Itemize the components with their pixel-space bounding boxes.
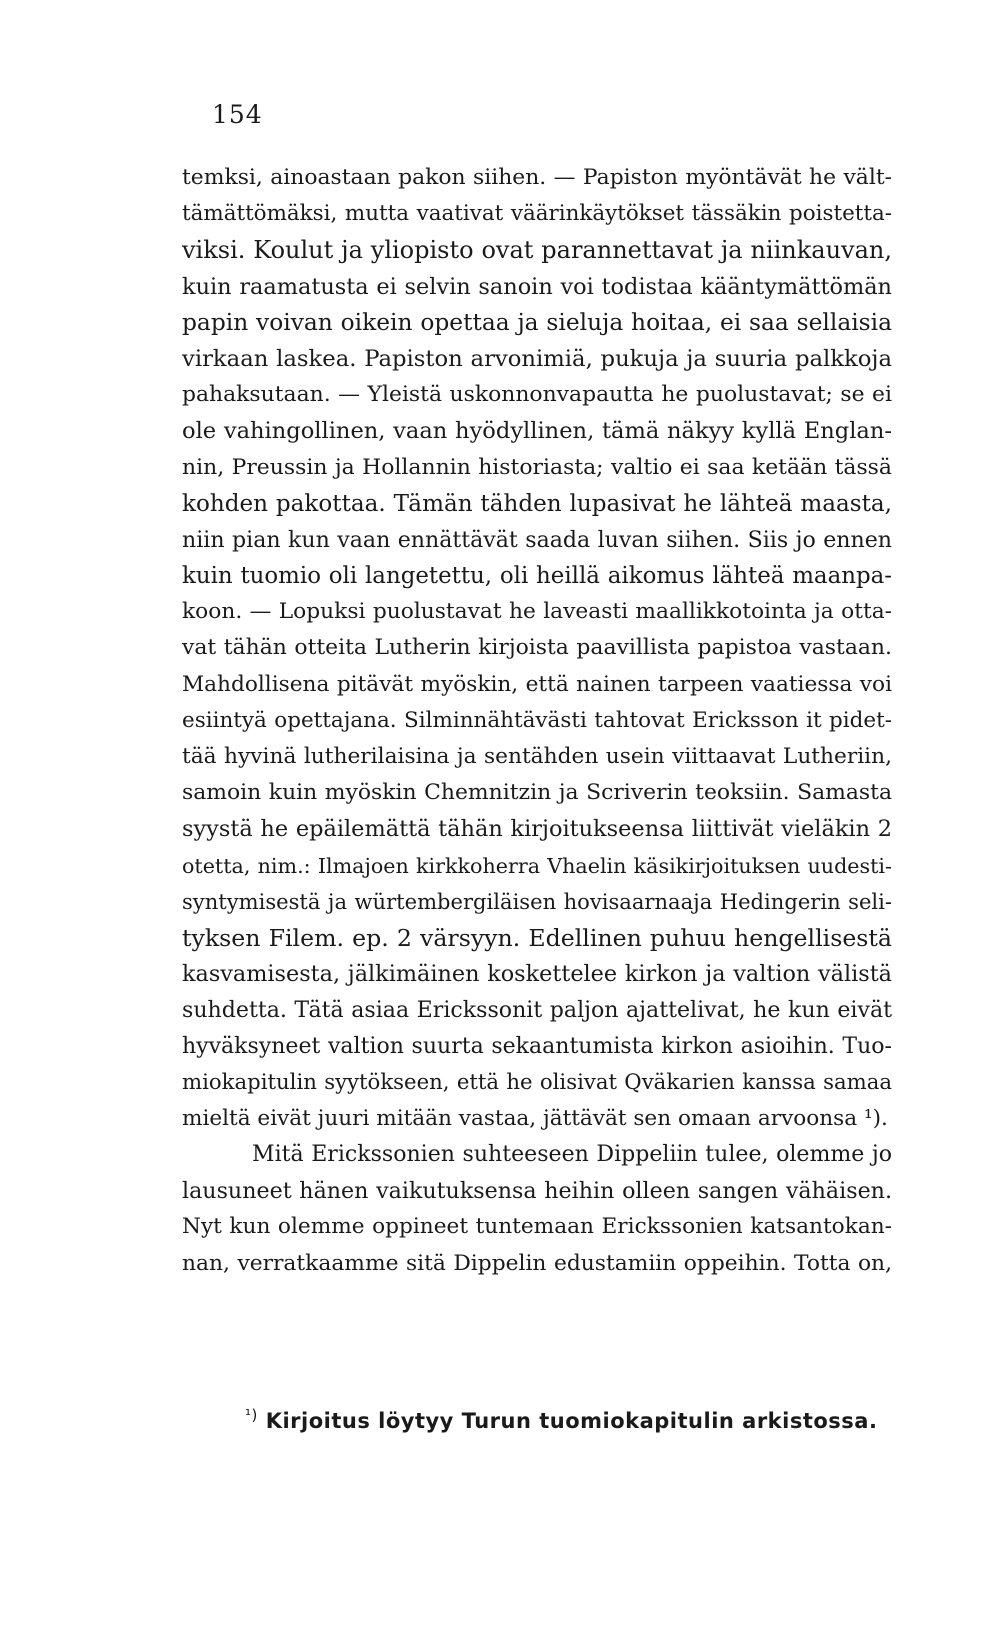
page-number: 154: [212, 100, 263, 129]
text-line: virkaan laskea. Papiston arvonimiä, pukuja ja suuria palkkoja: [182, 345, 892, 372]
text-line: mieltä eivät juuri mitään vastaa, jättävät sen omaan arvoonsa ¹).: [182, 1105, 888, 1131]
text-line: kohden pakottaa. Tämän tähden lupasivat he lähteä maasta,: [182, 490, 892, 517]
text-line: miokapitulin syytökseen, että he olisivat Qväkarien kanssa samaa: [182, 1069, 892, 1095]
text-line: viksi. Koulut ja yliopisto ovat parannettavat ja niinkauvan,: [182, 236, 892, 265]
text-line: vat tähän otteita Lutherin kirjoista paavillista papistoa vastaan.: [182, 635, 892, 661]
text-line: kuin tuomio oli langetettu, oli heillä aikomus lähteä maanpa-: [182, 563, 892, 590]
footnote-marker: ¹): [245, 1406, 258, 1424]
footnote: [245, 1406, 877, 1433]
text-line: lausuneet hänen vaikutuksensa heihin olleen sangen vähäisen.: [182, 1178, 892, 1205]
text-line: syystä he epäilemättä tähän kirjoitukseensa liittivät vieläkin 2: [182, 816, 892, 843]
body-text: [182, 160, 892, 1282]
text-line: Nyt kun olemme oppineet tuntemaan Erickssonien katsantokan-: [182, 1214, 892, 1240]
text-line: pahaksutaan. — Yleistä uskonnonvapautta he puolustavat; se ei: [182, 382, 892, 408]
text-line: kuin raamatusta ei selvin sanoin voi todistaa kääntymättömän: [182, 273, 892, 300]
text-line: ole vahingollinen, vaan hyödyllinen, tämä näkyy kyllä Englan-: [182, 418, 892, 445]
text-line: esiintyä opettajana. Silminnähtävästi tahtovat Ericksson it pidet-: [182, 707, 892, 733]
text-line: niin pian kun vaan ennättävät saada luvan siihen. Siis jo ennen: [182, 526, 892, 553]
text-line-paragraph-start: Mitä Erickssonien suhteeseen Dippeliin tulee, olemme jo: [252, 1142, 892, 1168]
text-line: kasvamisesta, jälkimäinen koskettelee kirkon ja valtion välistä: [182, 961, 892, 988]
text-line: hyväksyneet valtion suurta sekaantumista kirkon asioihin. Tuo-: [182, 1033, 892, 1059]
text-line: nin, Preussin ja Hollannin historiasta; valtio ei saa ketään tässä: [182, 454, 892, 480]
text-line: otetta, nim.: Ilmajoen kirkkoherra Vhaelin käsikirjoituksen uudesti-: [182, 853, 892, 878]
text-line: tää hyvinä lutherilaisina ja sentähden usein viittaavat Lutheriin,: [182, 744, 892, 769]
text-line: Mahdollisena pitävät myöskin, että nainen tarpeen vaatiessa voi: [182, 671, 892, 697]
text-line: papin voivan oikein opettaa ja sieluja hoitaa, ei saa sellaisia: [182, 308, 892, 336]
text-line: suhdetta. Tätä asiaa Erickssonit paljon ajattelivat, he kun eivät: [182, 997, 892, 1024]
text-line: syntymisestä ja würtembergiläisen hovisaarnaaja Hedingerin seli-: [182, 888, 892, 914]
text-line: samoin kuin myöskin Chemnitzin ja Scriverin teoksiin. Samasta: [182, 780, 892, 806]
text-line: koon. — Lopuksi puolustavat he laveasti maallikkotointa ja otta-: [182, 599, 892, 625]
footnote-text: Kirjoitus löytyy Turun tuomiokapitulin arkistossa.: [265, 1409, 878, 1433]
text-line: tämättömäksi, mutta vaativat väärinkäytökset tässäkin poistetta-: [182, 201, 892, 227]
text-line: nan, verratkaamme sitä Dippelin edustamiin oppeihin. Totta on,: [182, 1250, 892, 1276]
text-line: temksi, ainoastaan pakon siihen. — Papiston myöntävät he vält-: [182, 165, 892, 190]
text-line: tyksen Filem. ep. 2 värsyyn. Edellinen puhuu hengellisestä: [182, 923, 892, 952]
